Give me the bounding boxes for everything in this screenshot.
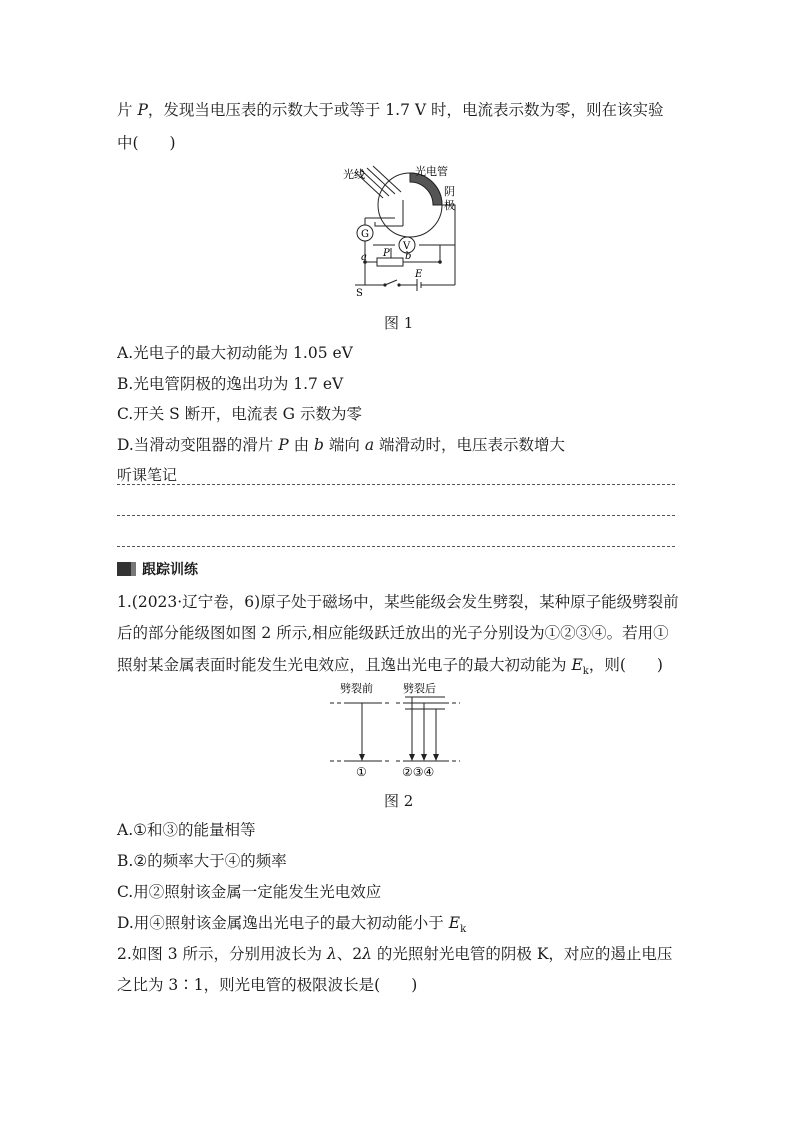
label-transitions-234: ②③④ — [402, 765, 435, 779]
label-transition-1: ① — [356, 765, 367, 779]
notes-line — [117, 515, 675, 516]
text-segment: D.当滑动变阻器的滑片 — [117, 436, 279, 454]
question-text-line — [117, 100, 664, 120]
text-segment: 端向 — [323, 436, 365, 454]
question-1-line: 1.(2023·辽宁卷，6)原子处于磁场中，某些能级会发生劈裂，某种原子能级劈裂前 — [117, 593, 679, 611]
text-segment: 片 — [117, 101, 138, 119]
figure-2-caption: 图 2 — [384, 792, 414, 810]
question-2-line: 之比为 3∶1，则光电管的极限波长是( ) — [117, 976, 418, 994]
option-b: B.光电管阴极的逸出功为 1.7 eV — [117, 375, 344, 393]
notes-line — [117, 546, 675, 547]
text-segment: ，发现当电压表的示数大于或等于 1.7 V 时，电流表示数为零，则在该实验 — [147, 101, 664, 119]
notes-label: 听课笔记 — [117, 466, 178, 484]
subscript-k: k — [582, 666, 589, 677]
text-segment: 端滑动时，电压表示数增大 — [374, 436, 566, 454]
figure-1-caption: 图 1 — [384, 314, 414, 332]
variable-lambda: λ — [362, 945, 372, 963]
question-1-line: 后的部分能级图如图 2 所示,相应能级跃迁放出的光子分别设为①②③④。若用① — [117, 624, 669, 642]
label-voltmeter: V — [403, 241, 411, 252]
option-d — [117, 435, 565, 455]
label-b: b — [405, 251, 412, 262]
label-cathode-1: 阴 — [444, 185, 455, 198]
section-marker-icon — [117, 562, 132, 576]
label-p: P — [383, 248, 390, 259]
figure-1-circuit-diagram — [325, 160, 475, 300]
figure-2-energy-levels — [330, 680, 470, 780]
section-title: 跟踪训练 — [142, 562, 198, 578]
text-segment: 由 — [288, 436, 315, 454]
option-d — [117, 913, 466, 936]
variable-p: P — [278, 436, 289, 454]
label-tube: 光电管 — [415, 165, 448, 178]
label-s: S — [356, 288, 363, 299]
label-before-split: 劈裂前 — [340, 682, 373, 695]
text-segment: 2.如图 3 所示，分别用波长为 — [117, 945, 327, 963]
option-a: A.光电子的最大初动能为 1.05 eV — [117, 344, 353, 362]
label-a: a — [361, 252, 367, 263]
variable-e: E — [448, 914, 461, 932]
label-light: 光线 — [343, 168, 365, 181]
label-after-split: 劈裂后 — [403, 682, 436, 695]
variable-lambda: λ — [326, 945, 337, 963]
label-e: E — [415, 269, 423, 280]
question-1-line — [117, 655, 663, 678]
text-segment: 的光照射光电管的阴极 K，对应的遏止电压 — [371, 945, 673, 963]
notes-line — [117, 484, 675, 485]
variable-b: b — [314, 436, 324, 454]
option-c: C.用②照射该金属一定能发生光电效应 — [117, 883, 382, 901]
option-b: B.②的频率大于④的频率 — [117, 852, 287, 870]
variable-a: a — [364, 436, 375, 454]
label-galvanometer: G — [361, 229, 369, 240]
subscript-k: k — [460, 924, 467, 935]
text-segment: ，则( ) — [588, 656, 663, 674]
option-a: A.①和③的能量相等 — [117, 821, 256, 839]
question-2-line — [117, 944, 672, 964]
option-c: C.开关 S 断开，电流表 G 示数为零 — [117, 405, 362, 423]
question-text-line: 中( ) — [117, 134, 176, 152]
variable-p: P — [137, 101, 148, 119]
text-segment: D.用④照射该金属逸出光电子的最大初动能小于 — [117, 914, 449, 932]
section-heading — [117, 560, 198, 578]
label-cathode-2: 极 — [444, 199, 455, 212]
text-segment: 、2 — [336, 945, 363, 963]
text-segment: 照射某金属表面时能发生光电效应，且逸出光电子的最大初动能为 — [117, 656, 572, 674]
variable-e: E — [571, 656, 583, 674]
